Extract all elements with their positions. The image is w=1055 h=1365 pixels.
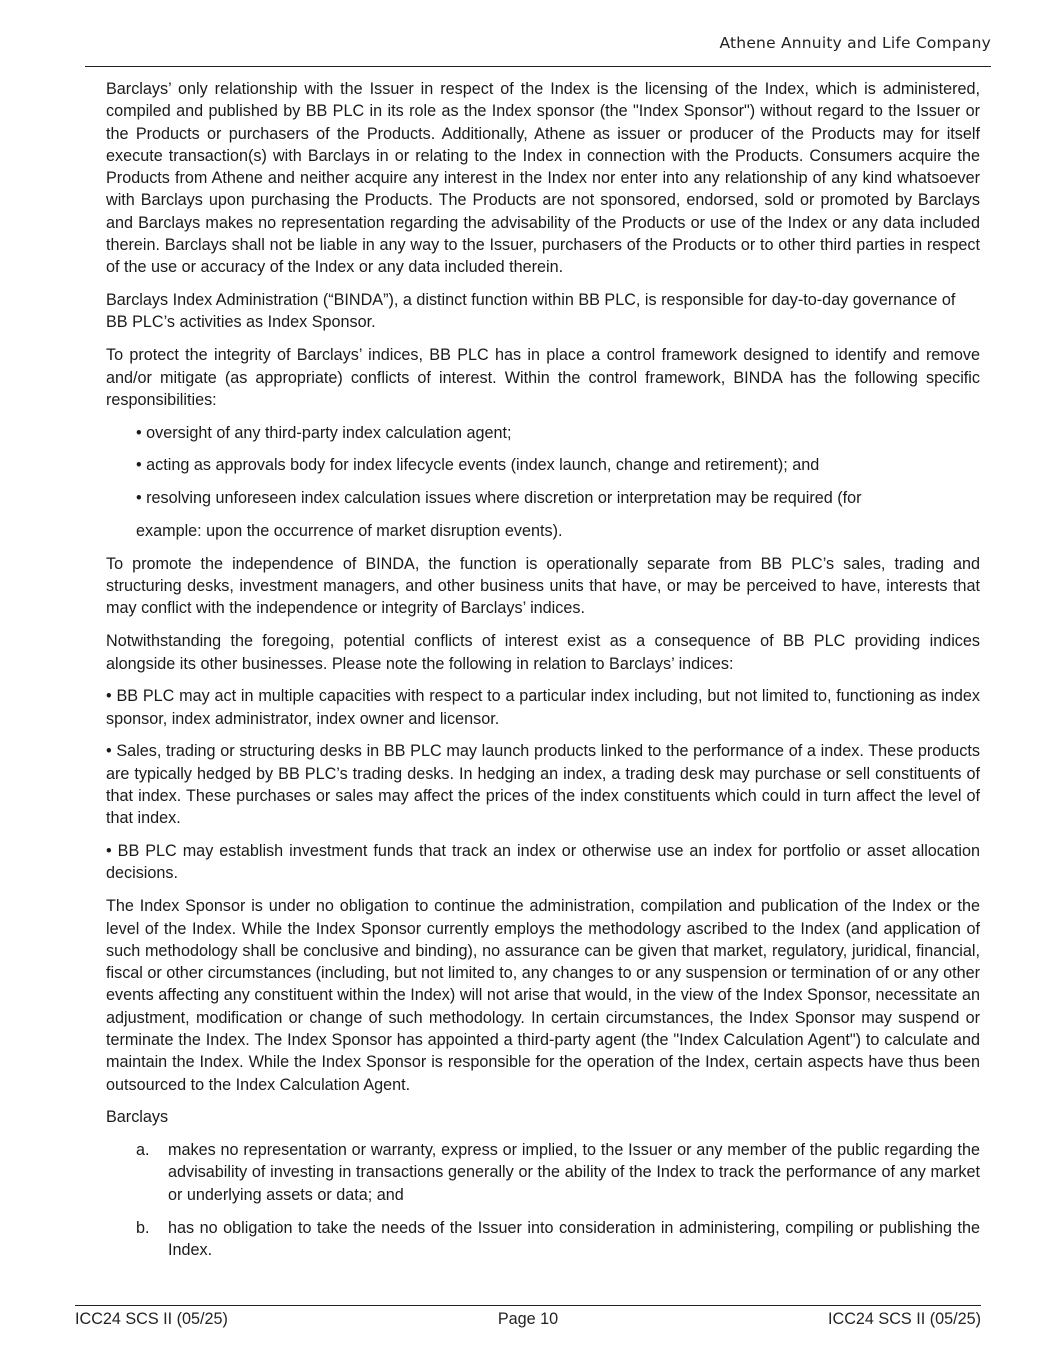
list-item-text: has no obligation to take the needs of the Issuer into consideration in administering, compiling or publishing the Index.	[168, 1218, 980, 1259]
list-item-text: makes no representation or warranty, express or implied, to the Issuer or any member of the public regarding the advisability of investing in transactions generally or the ability of the Index to track the performance of any market or underlying assets or data; and	[168, 1141, 980, 1204]
header-divider	[85, 66, 991, 67]
responsibility-item: • resolving unforeseen index calculation issues where discretion or interpretation may be required (for	[136, 489, 862, 508]
barclays-disclaimer-list	[106, 1139, 980, 1261]
list-marker: b.	[136, 1218, 150, 1237]
page-header-company: Athene Annuity and Life Company	[719, 34, 991, 52]
paragraph-conflicts: Notwithstanding the foregoing, potential conflicts of interest exist as a consequence of BB PLC providing indices alongside its other businesses. Please note the following in relation to Barclays’ indices:	[106, 632, 980, 673]
paragraph-binda: Barclays Index Administration (“BINDA”), a distinct function within BB PLC, is responsible for day-to-day governance of BB PLC’s activities as Index Sponsor.	[106, 291, 956, 332]
conflict-bullet-trading-desks: • Sales, trading or structuring desks in BB PLC may launch products linked to the performance of a index. These products are typically hedged by BB PLC’s trading desks. In hedging an index, a trading desk may purchase or sell constituents of that index. These purchases or sales may affect the prices of the index constituents which could in turn affect the level of that index.	[106, 742, 980, 828]
paragraph-control-framework: To protect the integrity of Barclays’ indices, BB PLC has in place a control framework designed to identify and remove and/or mitigate (as appropriate) conflicts of interest. Within the control framework, BINDA has the following specific responsibilities:	[106, 346, 980, 409]
list-item	[106, 1217, 980, 1262]
footer-page-number: Page 10	[497, 1310, 559, 1328]
conflict-bullet-capacities: • BB PLC may act in multiple capacities with respect to a particular index including, but not limited to, functioning as index sponsor, index administrator, index owner and licensor.	[106, 687, 980, 728]
paragraph-barclays-lead: Barclays	[106, 1108, 169, 1127]
conflict-bullet-investment-funds: • BB PLC may establish investment funds that track an index or otherwise use an index for portfolio or asset allocation decisions.	[106, 842, 980, 883]
footer-form-number-right: ICC24 SCS II (05/25)	[828, 1310, 981, 1328]
paragraph-independence: To promote the independence of BINDA, the function is operationally separate from BB PLC’s sales, trading and structuring desks, investment managers, and other business units that have, or may be perceived to have, interests that may conflict with the independence or integrity of Barclays’ indices.	[106, 554, 980, 618]
responsibility-item: • oversight of any third-party index calculation agent;	[136, 423, 512, 442]
responsibility-item: • acting as approvals body for index lifecycle events (index launch, change and retirement); and	[136, 456, 820, 475]
footer-form-number-left: ICC24 SCS II (05/25)	[75, 1310, 228, 1328]
paragraph-licensing: Barclays’ only relationship with the Issuer in respect of the Index is the licensing of the Index, which is administered, compiled and published by BB PLC in its role as the Index sponsor (the "Index Sponsor") without regard to the Issuer or the Products or purchasers of the Products. Additionally, Athene as issuer or producer of the Products may for itself execute transaction(s) with Barclays in or relating to the Index in connection with the Products. Consumers acquire the Products from Athene and neither acquire any interest in the Index nor enter into any relationship of any kind whatsoever with Barclays upon purchasing the Products. The Products are not sponsored, endorsed, sold or promoted by Barclays and Barclays makes no representation regarding the advisability of the Products or use of the Index or any data included therein. Barclays shall not be liable in any way to the Issuer, purchasers of the Products or to other third parties in respect of the use or accuracy of the Index or any data included therein.	[106, 80, 980, 277]
footer-divider	[75, 1305, 981, 1306]
list-item	[106, 1139, 980, 1206]
paragraph-index-sponsor-obligation: The Index Sponsor is under no obligation to continue the administration, compilation and publication of the Index or the level of the Index. While the Index Sponsor currently employs the methodology ascribed to the Index (and application of such methodology shall be conclusive and binding), no assurance can be given that market, regulatory, juridical, financial, fiscal or other circumstances (including, but not limited to, any changes to or any suspension or termination of or any other events affecting any constituent within the Index) will not arise that would, in the view of the Index Sponsor, necessitate an adjustment, modification or change of such methodology. In certain circumstances, the Index Sponsor may suspend or terminate the Index. The Index Sponsor has appointed a third-party agent (the "Index Calculation Agent") to calculate and maintain the Index. While the Index Sponsor is responsible for the operation of the Index, certain aspects have thus been outsourced to the Index Calculation Agent.	[106, 897, 980, 1094]
document-body	[106, 78, 980, 1272]
responsibility-item-continued: example: upon the occurrence of market disruption events).	[136, 522, 563, 541]
list-marker: a.	[136, 1141, 150, 1160]
